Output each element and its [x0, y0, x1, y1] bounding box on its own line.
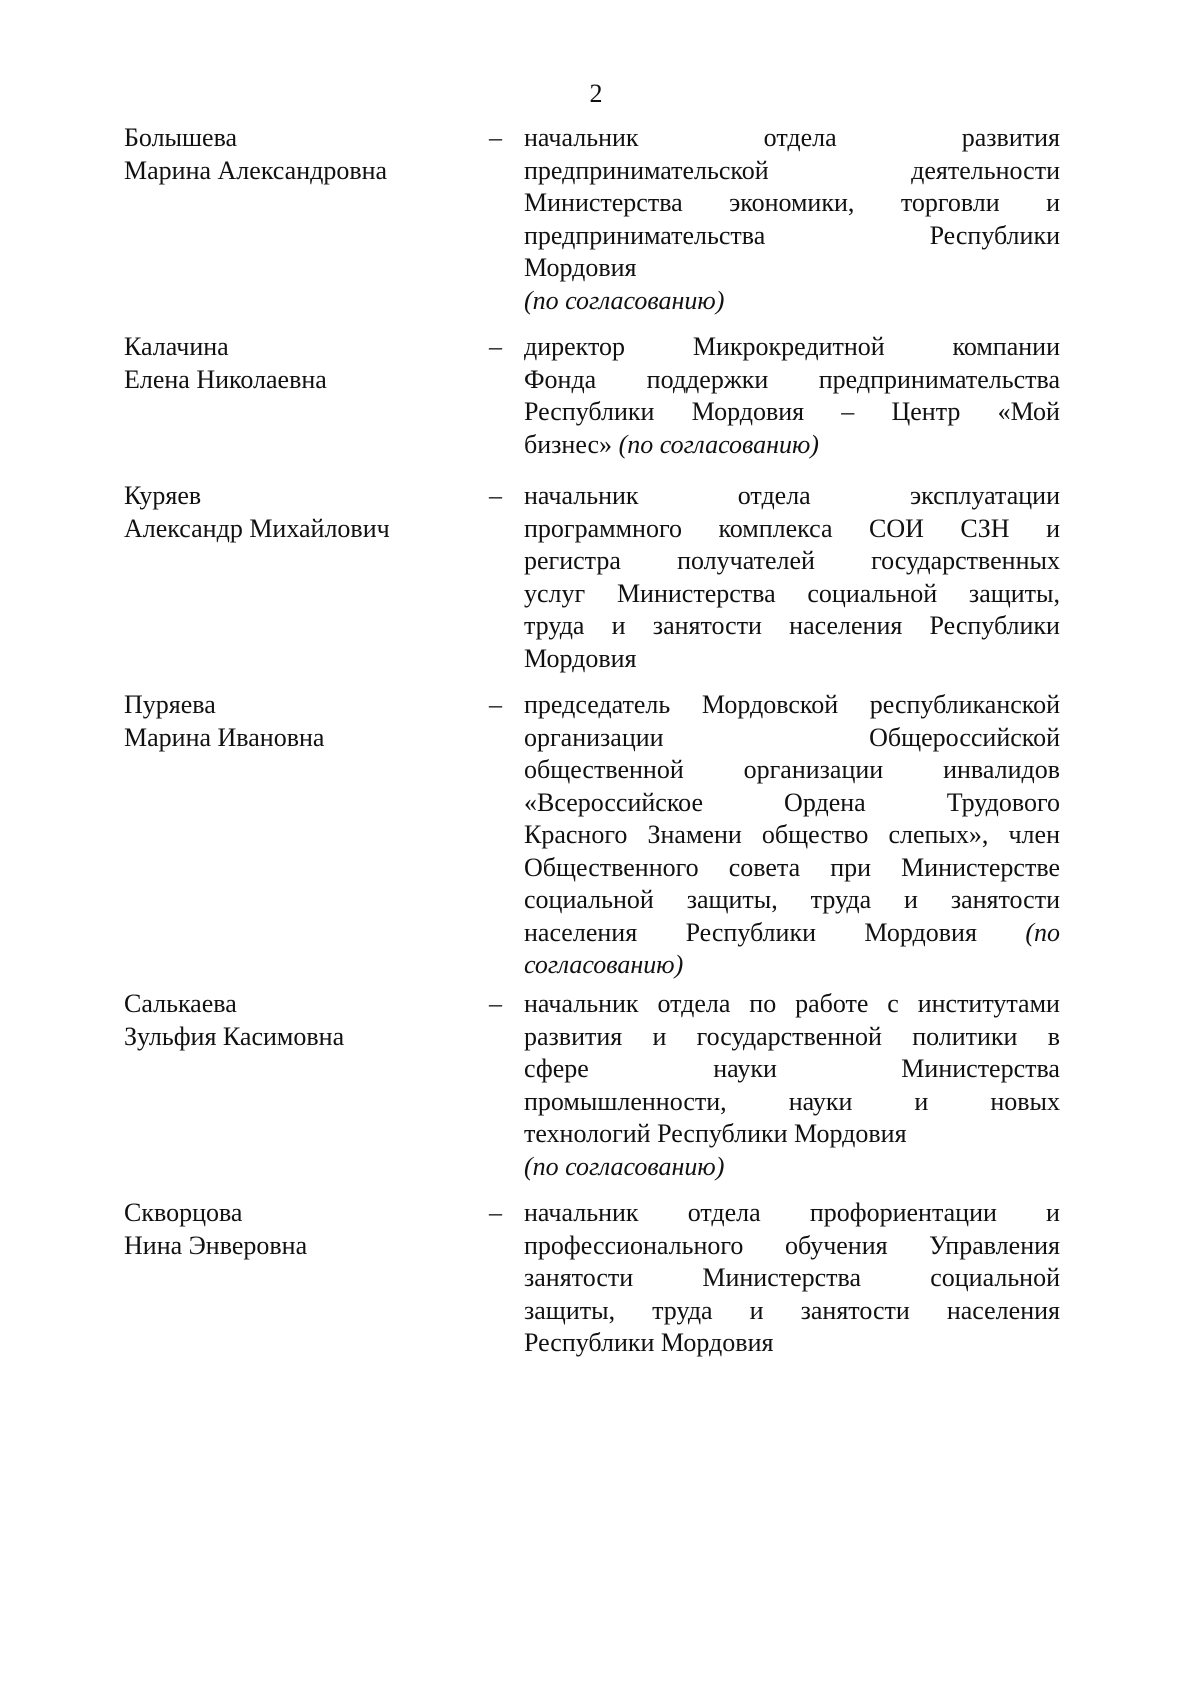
- member-name: [124, 988, 454, 1053]
- description-line: [524, 429, 1060, 462]
- dash-separator: –: [489, 332, 502, 361]
- dash-separator: –: [489, 690, 502, 719]
- member-surname: Куряев: [124, 481, 202, 510]
- member-given-names: Александр Михайлович: [124, 513, 390, 543]
- description-line: Красного Знамени общество слепых», член: [524, 820, 1060, 849]
- member-surname: Пуряева: [124, 690, 216, 719]
- member-name: [124, 331, 454, 396]
- dash-separator: –: [489, 123, 502, 152]
- member-name: [124, 122, 454, 187]
- member-surname: Болышева: [124, 123, 238, 152]
- description-line: программного комплекса СОИ СЗН и: [524, 513, 1060, 543]
- description-line: директор Микрокредитной компании: [524, 332, 1060, 361]
- approval-note: (по согласованию): [618, 429, 819, 459]
- description-line: начальник отдела эксплуатации: [524, 481, 1060, 510]
- description-line: промышленности, науки и новых: [524, 1086, 1060, 1116]
- description-line: начальник отдела развития: [524, 123, 1060, 152]
- approval-note: согласованию): [524, 950, 684, 979]
- member-position: [524, 331, 1060, 461]
- dash-separator: –: [489, 1198, 502, 1227]
- member-surname: Скворцова: [124, 1198, 243, 1227]
- description-line: занятости Министерства социальной: [524, 1263, 1060, 1292]
- dash-separator: –: [489, 481, 502, 510]
- description-line: труда и занятости населения Республики: [524, 611, 1060, 640]
- member-name: [124, 1197, 454, 1262]
- description-line: защиты, труда и занятости населения: [524, 1295, 1060, 1325]
- page-number: 2: [589, 79, 603, 108]
- description-line: предпринимательской деятельности: [524, 155, 1060, 185]
- description-line: развития и государственной политики в: [524, 1021, 1060, 1051]
- member-name: [124, 689, 454, 754]
- dash-separator: –: [489, 989, 502, 1018]
- description-line: регистра получателей государственных: [524, 546, 1060, 575]
- member-given-names: Нина Энверовна: [124, 1230, 308, 1260]
- description-line: населения Республики Мордовия (по: [524, 917, 1060, 950]
- description-line: профессионального обучения Управления: [524, 1230, 1060, 1260]
- member-given-names: Марина Александровна: [124, 155, 388, 185]
- approval-note: (по согласованию): [524, 285, 725, 315]
- member-position: [524, 689, 1060, 982]
- member-given-names: Зульфия Касимовна: [124, 1021, 345, 1051]
- description-line: Общественного совета при Министерстве: [524, 852, 1060, 882]
- description-line: Мордовия: [524, 643, 637, 673]
- description-line: начальник отдела профориентации и: [524, 1198, 1060, 1227]
- description-line: предпринимательства Республики: [524, 220, 1060, 250]
- approval-note: (по согласованию): [524, 1151, 725, 1181]
- member-position: [524, 480, 1060, 675]
- member-given-names: Елена Николаевна: [124, 364, 327, 394]
- member-given-names: Марина Ивановна: [124, 722, 325, 752]
- description-line: технологий Республики Мордовия: [524, 1119, 907, 1148]
- description-line: начальник отдела по работе с институтами: [524, 989, 1060, 1018]
- member-position: [524, 122, 1060, 317]
- description-line: общественной организации инвалидов: [524, 755, 1060, 784]
- description-line: социальной защиты, труда и занятости: [524, 885, 1060, 914]
- member-name: [124, 480, 454, 545]
- approval-note: (по: [1025, 917, 1060, 947]
- description-line: сфере науки Министерства: [524, 1054, 1060, 1083]
- description-line: Мордовия: [524, 253, 637, 282]
- member-surname: Салькаева: [124, 989, 237, 1018]
- member-position: [524, 988, 1060, 1183]
- member-position: [524, 1197, 1060, 1360]
- description-line: Республики Мордовия: [524, 1328, 774, 1357]
- description-line: организации Общероссийской: [524, 722, 1060, 752]
- description-line: «Всероссийское Ордена Трудового: [524, 787, 1060, 817]
- description-line: услуг Министерства социальной защиты,: [524, 578, 1060, 608]
- description-line: председатель Мордовской республиканской: [524, 690, 1060, 719]
- description-line: Министерства экономики, торговли и: [524, 188, 1060, 217]
- description-line: Республики Мордовия – Центр «Мой: [524, 397, 1060, 426]
- member-surname: Калачина: [124, 332, 229, 361]
- description-text: бизнес»: [524, 429, 619, 459]
- description-line: Фонда поддержки предпринимательства: [524, 364, 1060, 394]
